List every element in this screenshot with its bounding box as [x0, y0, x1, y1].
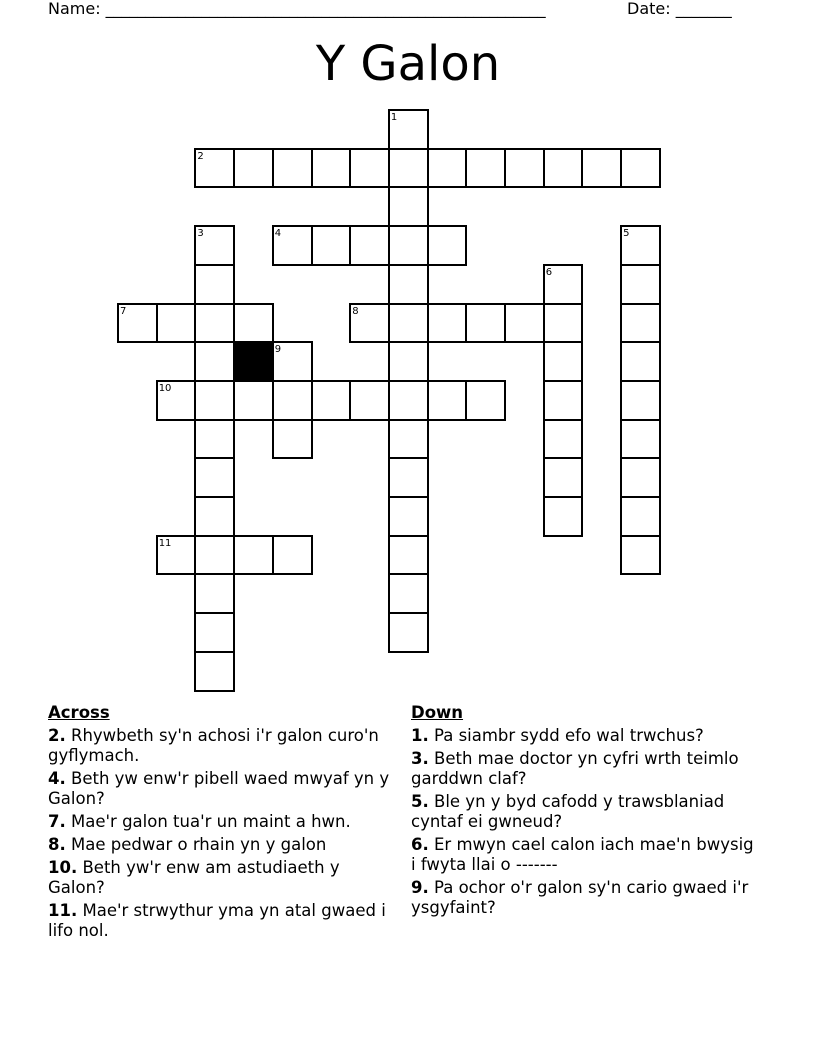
clue-number: 7 — [120, 305, 127, 317]
grid-cell[interactable] — [194, 612, 235, 653]
down-clue — [411, 726, 763, 746]
grid-cell[interactable] — [581, 148, 622, 189]
down-clues — [411, 703, 763, 921]
clue-text: Pa siambr sydd efo wal trwchus? — [434, 726, 704, 745]
grid-cell[interactable] — [388, 303, 429, 344]
blocked-cell — [233, 341, 274, 382]
clue-text: Rhywbeth sy'n achosi i'r galon curo'n gyflymach. — [48, 726, 379, 765]
grid-cell[interactable] — [194, 496, 235, 537]
clue-number-label: 2. — [48, 726, 66, 745]
grid-cell[interactable] — [543, 341, 584, 382]
grid-cell[interactable] — [388, 225, 429, 266]
across-clue — [48, 812, 400, 832]
grid-cell[interactable] — [388, 457, 429, 498]
grid-cell[interactable] — [349, 148, 390, 189]
grid-cell[interactable] — [194, 573, 235, 614]
grid-cell[interactable] — [349, 225, 390, 266]
grid-cell[interactable] — [620, 496, 661, 537]
clue-text: Ble yn y byd cafodd y trawsblaniad cyntaf ei gwneud? — [411, 792, 725, 831]
grid-cell[interactable] — [156, 380, 197, 421]
grid-cell[interactable] — [427, 225, 468, 266]
grid-cell[interactable] — [233, 148, 274, 189]
grid-cell[interactable] — [543, 264, 584, 305]
clue-text: Mae'r galon tua'r un maint a hwn. — [71, 812, 351, 831]
grid-cell[interactable] — [194, 303, 235, 344]
grid-cell[interactable] — [349, 303, 390, 344]
clue-number-label: 10. — [48, 858, 78, 877]
across-clue — [48, 769, 400, 809]
down-clue — [411, 792, 763, 832]
grid-cell[interactable] — [233, 535, 274, 576]
grid-cell[interactable] — [620, 303, 661, 344]
grid-cell[interactable] — [620, 148, 661, 189]
grid-cell[interactable] — [543, 457, 584, 498]
grid-cell[interactable] — [194, 535, 235, 576]
grid-cell[interactable] — [388, 186, 429, 227]
date-field-label: Date: _______ — [627, 0, 732, 18]
grid-cell[interactable] — [233, 303, 274, 344]
grid-cell[interactable] — [194, 148, 235, 189]
grid-cell[interactable] — [311, 225, 352, 266]
grid-cell[interactable] — [272, 225, 313, 266]
grid-cell[interactable] — [388, 109, 429, 150]
grid-cell[interactable] — [349, 380, 390, 421]
clue-text: Beth yw'r enw am astudiaeth y Galon? — [48, 858, 340, 897]
clue-number-label: 7. — [48, 812, 66, 831]
down-clue — [411, 749, 763, 789]
grid-cell[interactable] — [620, 535, 661, 576]
grid-cell[interactable] — [620, 341, 661, 382]
across-clue — [48, 858, 400, 898]
grid-cell[interactable] — [543, 496, 584, 537]
clue-number: 10 — [158, 382, 172, 394]
grid-cell[interactable] — [465, 148, 506, 189]
grid-cell[interactable] — [194, 225, 235, 266]
grid-cell[interactable] — [465, 303, 506, 344]
grid-cell[interactable] — [272, 341, 313, 382]
grid-cell[interactable] — [311, 148, 352, 189]
grid-cell[interactable] — [620, 380, 661, 421]
grid-cell[interactable] — [504, 303, 545, 344]
grid-cell[interactable] — [388, 535, 429, 576]
grid-cell[interactable] — [427, 303, 468, 344]
clue-text: Mae'r strwythur yma yn atal gwaed i lifo nol. — [48, 901, 386, 940]
clue-number: 11 — [158, 537, 172, 549]
grid-cell[interactable] — [543, 419, 584, 460]
grid-cell[interactable] — [194, 264, 235, 305]
grid-cell[interactable] — [427, 380, 468, 421]
grid-cell[interactable] — [620, 457, 661, 498]
page-title: Y Galon — [315, 36, 501, 92]
clue-number: 3 — [197, 228, 204, 240]
across-heading: Across — [48, 703, 110, 722]
clue-text: Beth mae doctor yn cyfri wrth teimlo garddwn claf? — [411, 749, 739, 788]
clue-number: 1 — [390, 112, 398, 123]
grid-cell[interactable] — [388, 612, 429, 653]
down-clue — [411, 835, 763, 875]
down-heading: Down — [411, 703, 464, 722]
down-clue-list — [411, 726, 763, 918]
grid-cell[interactable] — [620, 419, 661, 460]
grid-cell[interactable] — [388, 148, 429, 189]
grid-cell[interactable] — [388, 419, 429, 460]
grid-cell[interactable] — [194, 341, 235, 382]
grid-cell[interactable] — [272, 148, 313, 189]
clue-number-label: 6. — [411, 835, 429, 854]
clue-number-label: 5. — [411, 792, 429, 811]
across-clue — [48, 901, 400, 941]
grid-cell[interactable] — [543, 303, 584, 344]
grid-cell[interactable] — [156, 303, 197, 344]
clue-text: Mae pedwar o rhain yn y galon — [71, 835, 327, 854]
across-clue — [48, 726, 400, 766]
grid-cell[interactable] — [388, 264, 429, 305]
across-clue-list — [48, 726, 400, 941]
grid-cell[interactable] — [620, 264, 661, 305]
clue-text: Er mwyn cael calon iach mae'n bwysig i fwyta llai o ------- — [411, 835, 754, 874]
grid-cell[interactable] — [388, 341, 429, 382]
grid-cell[interactable] — [272, 419, 313, 460]
grid-cell[interactable] — [504, 148, 545, 189]
grid-cell[interactable] — [194, 651, 235, 692]
clue-number: 9 — [274, 344, 282, 356]
grid-cell[interactable] — [117, 303, 158, 344]
clue-number: 2 — [197, 150, 204, 162]
grid-cell[interactable] — [194, 419, 235, 460]
clue-number-label: 11. — [48, 901, 78, 920]
clue-text: Pa ochor o'r galon sy'n cario gwaed i'r ysgyfaint? — [411, 878, 749, 917]
grid-cell[interactable] — [543, 380, 584, 421]
clue-number: 6 — [545, 266, 553, 278]
clue-number-label: 1. — [411, 726, 429, 745]
grid-cell[interactable] — [543, 148, 584, 189]
clue-number-label: 4. — [48, 769, 66, 788]
down-clue — [411, 878, 763, 918]
clue-number: 4 — [274, 228, 282, 240]
grid-cell[interactable] — [427, 148, 468, 189]
grid-cell[interactable] — [194, 380, 235, 421]
name-field-label: Name: _______________________________________________________ — [48, 0, 546, 18]
grid-cell[interactable] — [388, 380, 429, 421]
clue-number: 5 — [623, 228, 630, 240]
grid-cell[interactable] — [620, 225, 661, 266]
grid-cell[interactable] — [465, 380, 506, 421]
across-clue — [48, 835, 400, 855]
grid-cell[interactable] — [388, 496, 429, 537]
clue-number-label: 9. — [411, 878, 429, 897]
grid-cell[interactable] — [272, 535, 313, 576]
clue-number-label: 3. — [411, 749, 429, 768]
grid-cell[interactable] — [194, 457, 235, 498]
grid-cell[interactable] — [388, 573, 429, 614]
grid-cell[interactable] — [311, 380, 352, 421]
across-clues — [48, 703, 400, 944]
grid-cell[interactable] — [233, 380, 274, 421]
grid-cell[interactable] — [272, 380, 313, 421]
clue-number: 8 — [352, 305, 359, 317]
grid-cell[interactable] — [156, 535, 197, 576]
clue-number-label: 8. — [48, 835, 66, 854]
clue-text: Beth yw enw'r pibell waed mwyaf yn y Galon? — [48, 769, 390, 808]
